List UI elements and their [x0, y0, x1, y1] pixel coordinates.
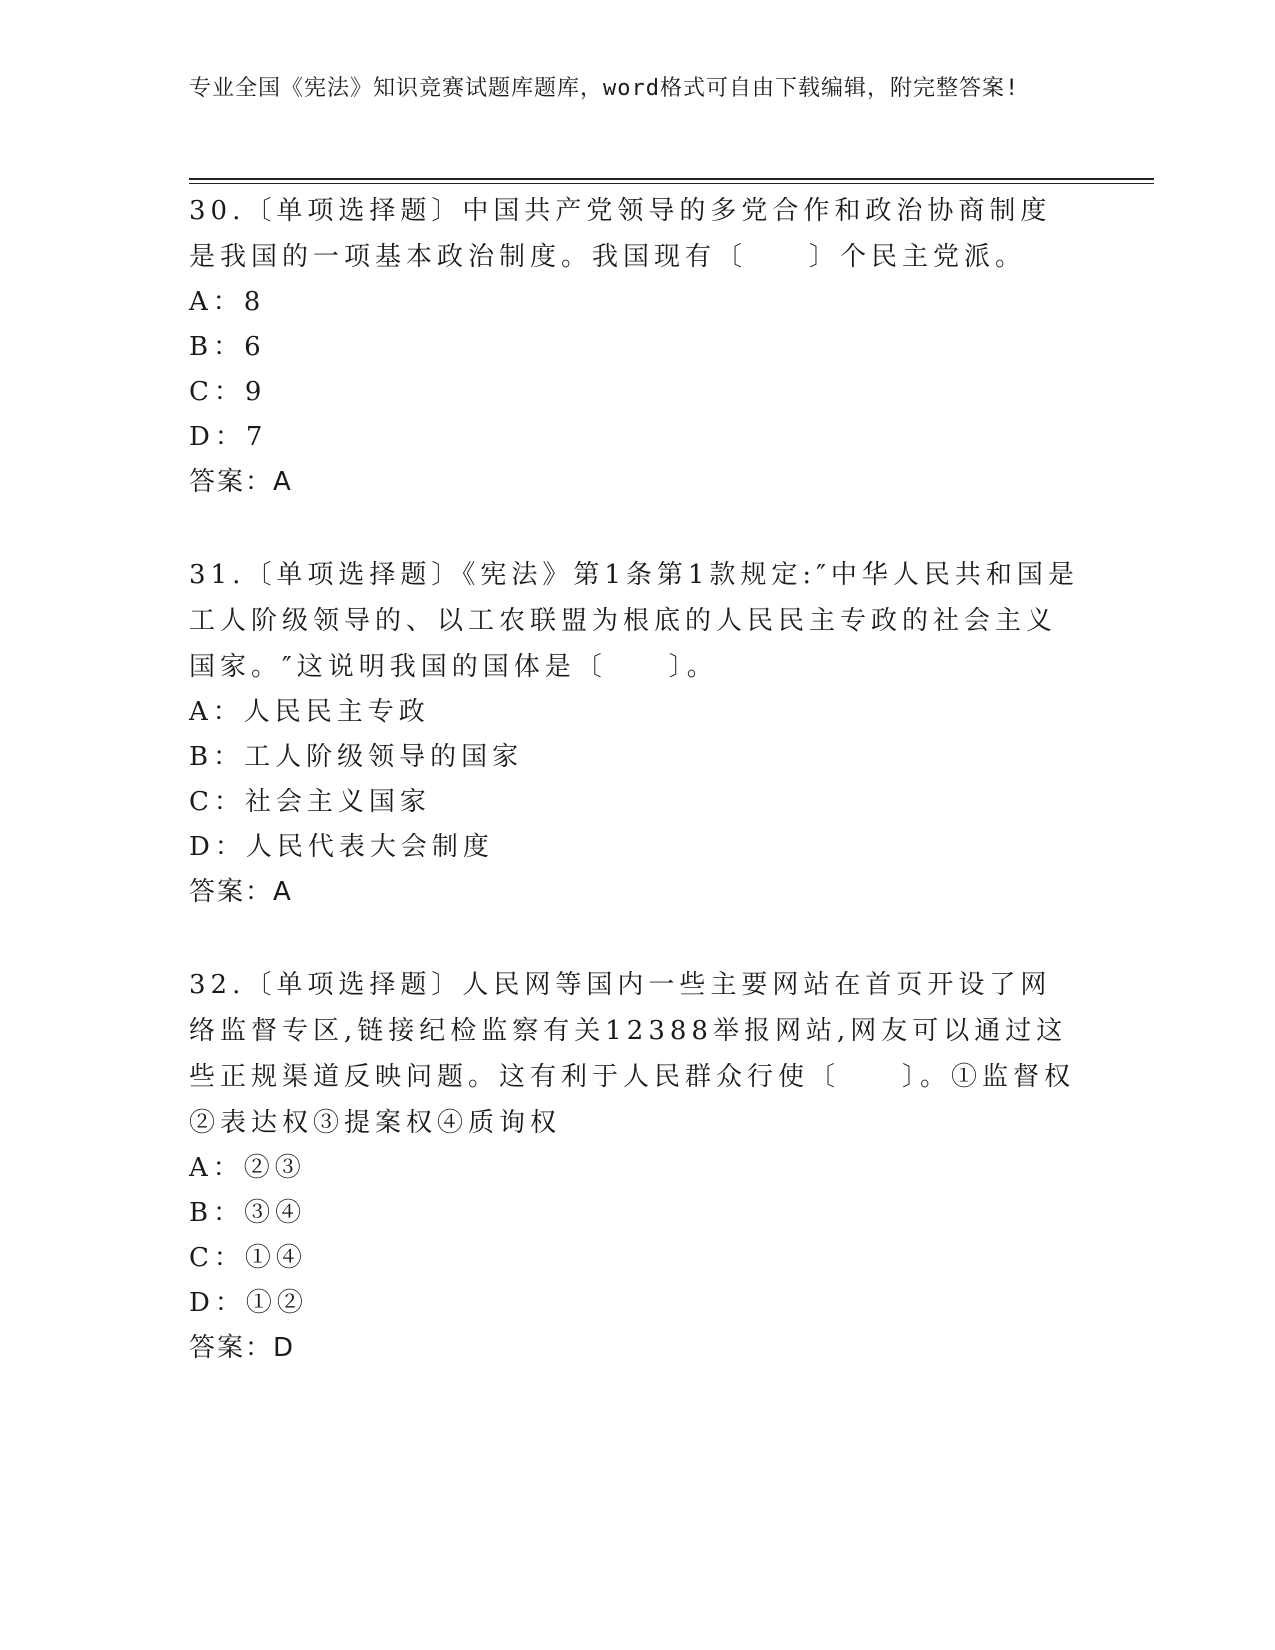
option-c: C：社会主义国家 [189, 787, 431, 817]
question-item [189, 188, 1079, 505]
option-d: D：7 [189, 422, 268, 452]
option-c: C：①④ [189, 1243, 307, 1273]
question-stem: 30.〔单项选择题〕中国共产党领导的多党合作和政治协商制度是我国的一项基本政治制度。我国现有〔 〕个民主党派。 [189, 196, 1052, 272]
option-d: D：人民代表大会制度 [189, 832, 494, 862]
option-b: B：工人阶级领导的国家 [189, 742, 524, 772]
option-c: C：9 [189, 377, 267, 407]
question-stem: 32.〔单项选择题〕人民网等国内一些主要网站在首页开设了网络监督专区,链接纪检监察有关12388举报网站,网友可以通过这些正规渠道反映问题。这有利于人民群众行使〔 〕。①监督权②表达权③提案权④质询权 [189, 970, 1076, 1138]
question-item [189, 552, 1079, 915]
answer-line: 答案：D [189, 1333, 296, 1363]
question-item [189, 962, 1079, 1371]
option-b: B：6 [189, 332, 266, 362]
option-d: D：①② [189, 1288, 308, 1318]
answer-line: 答案：A [189, 467, 293, 497]
document-header: 专业全国《宪法》知识竞赛试题库题库，word格式可自由下载编辑，附完整答案! [189, 76, 1020, 101]
option-a: A：8 [189, 287, 266, 317]
answer-line: 答案：A [189, 877, 293, 907]
option-a: A：人民民主专政 [189, 697, 430, 727]
header-divider [189, 178, 1154, 184]
option-b: B：③④ [189, 1198, 307, 1228]
question-stem: 31.〔单项选择题〕《宪法》第1条第1款规定:″中华人民共和国是工人阶级领导的、以工农联盟为根底的人民民主专政的社会主义国家。″这说明我国的国体是〔 〕。 [189, 560, 1079, 682]
option-a: A：②③ [189, 1153, 306, 1183]
